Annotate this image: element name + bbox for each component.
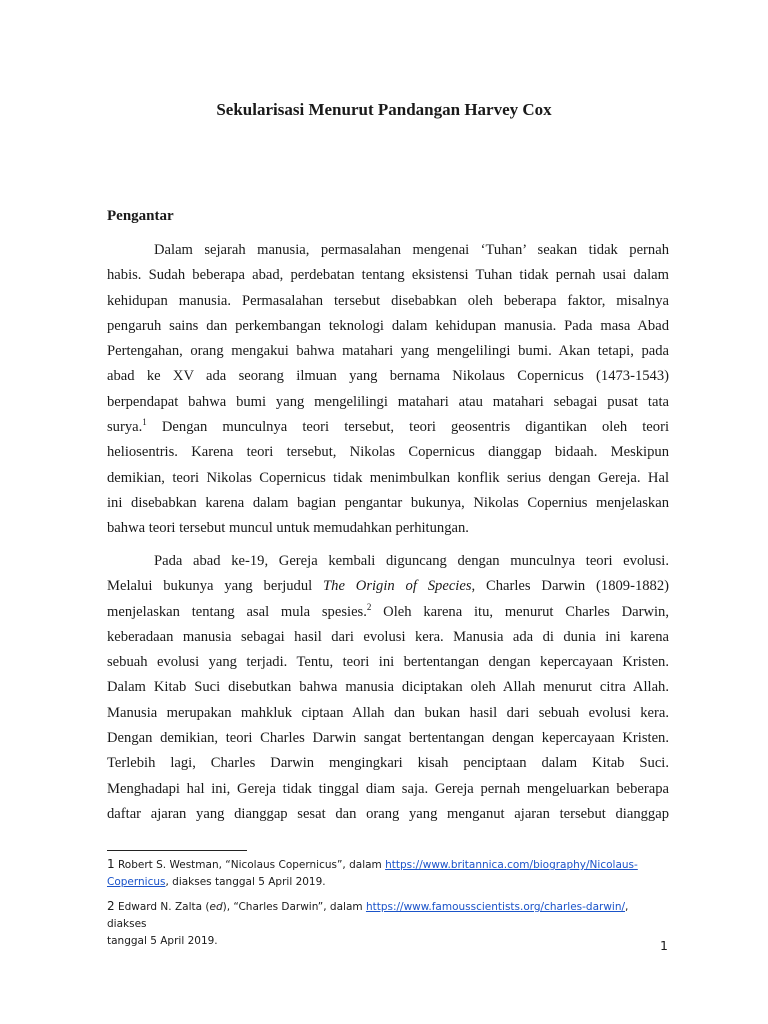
paragraph-line: Dalam Kitab Suci disebutkan bahwa manusia diciptakan oleh Allah menurut citra Allah. — [107, 679, 669, 696]
text-segment: Oleh karena itu, menurut Charles Darwin, — [371, 603, 670, 620]
footnote-text: , diakses tanggal 5 April 2019. — [165, 876, 326, 888]
paragraph-line: kehidupan manusia. Permasalahan tersebut disebabkan oleh beberapa faktor, misalnya — [107, 292, 669, 309]
document-title: Sekularisasi Menurut Pandangan Harvey Cox — [216, 100, 552, 119]
paragraph-line-with-footnote — [107, 415, 669, 440]
paragraph-line: Menghadapi hal ini, Gereja tidak tinggal diam saja. Gereja pernah mengeluarkan beberapa — [107, 780, 669, 797]
footnote-number: 2 — [107, 899, 115, 913]
footnote-link-britannica-cont[interactable]: Copernicus — [107, 876, 166, 888]
footnote-link-famousscientists[interactable]: https://www.famousscientists.org/charles-darwin/ — [365, 901, 626, 913]
footnote-text: ), “Charles Darwin”, dalam — [222, 901, 366, 913]
paragraph-line: Dengan demikian, teori Charles Darwin sangat bertentangan dengan kepercayaan Kristen. — [107, 730, 669, 747]
footnote-text: Edward N. Zalta ( — [114, 901, 210, 913]
book-title: The Origin of Species — [323, 578, 472, 595]
text-segment: menjelaskan tentang asal mula spesies. — [107, 603, 367, 620]
paragraph-line: Manusia merupakan mahkluk ciptaan Allah dan bukan hasil dari sebuah evolusi kera. — [107, 704, 669, 721]
editor-abbrev: ed — [209, 901, 223, 913]
footnote-number: 1 — [107, 857, 115, 871]
paragraph-line-with-book-title — [107, 574, 669, 599]
paragraph-line: habis. Sudah beberapa abad, perdebatan tentang eksistensi Tuhan tidak pernah usai dalam — [107, 267, 669, 284]
paragraph-line: sebuah evolusi yang terjadi. Tentu, teori ini bertentangan dengan kepercayaan Kristen. — [107, 654, 669, 671]
paragraph-line: daftar ajaran yang dianggap sesat dan orang yang menganut ajaran tersebut dianggap — [107, 805, 669, 822]
page-number: 1 — [660, 938, 668, 953]
paragraph-2 — [107, 549, 669, 827]
paragraph-line: heliosentris. Karena teori tersebut, Nikolas Copernicus dianggap bidaah. Meskipun — [107, 444, 669, 461]
paragraph-line: Terlebih lagi, Charles Darwin mengingkari kisah penciptaan dalam Kitab Suci. — [107, 755, 669, 772]
footnote-1 — [107, 856, 669, 891]
footnote-ref-2[interactable]: 2 — [366, 601, 372, 612]
text-segment: , Charles Darwin (1809-1882) — [471, 578, 670, 595]
paragraph-line: Dalam sejarah manusia, permasalahan mengenai ‘Tuhan’ seakan tidak pernah — [154, 242, 669, 258]
footnote-ref-1[interactable]: 1 — [142, 417, 147, 428]
paragraph-line: pengaruh sains dan perkembangan teknologi dalam kehidupan manusia. Pada masa Abad — [107, 317, 669, 334]
footnote-separator — [107, 850, 247, 851]
footnote-text: tanggal 5 April 2019. — [107, 935, 218, 947]
paragraph-line: Pertengahan, orang mengakui bahwa matahari yang mengelilingi bumi. Akan tetapi, pada — [107, 343, 669, 360]
text-segment: Dengan munculnya teori tersebut, teori geosentris digantikan oleh teori — [146, 419, 669, 436]
section-heading: Pengantar — [107, 208, 174, 224]
footnote-2 — [107, 898, 669, 950]
footnote-text: Robert S. Westman, “Nicolaus Copernicus”, dalam — [114, 859, 386, 871]
footnote-text: , diakses — [107, 901, 629, 930]
paragraph-line-with-footnote — [107, 600, 669, 625]
paragraph-line: abad ke XV ada seorang ilmuan yang bernama Nikolaus Copernicus (1473-1543) — [107, 368, 669, 385]
paragraph-line: demikian, teori Nikolas Copernicus tidak menimbulkan konflik serius dengan Gereja. Hal — [107, 469, 669, 486]
paragraph-1 — [107, 238, 669, 542]
paragraph-line: Pada abad ke-19, Gereja kembali diguncang dengan munculnya teori evolusi. — [154, 553, 669, 569]
text-segment: surya. — [107, 419, 143, 436]
paragraph-line: bahwa teori tersebut muncul untuk memudahkan perhitungan. — [107, 520, 469, 537]
text-segment: Melalui bukunya yang berjudul — [107, 578, 324, 595]
paragraph-line: keberadaan manusia sebagai hasil dari evolusi kera. Manusia ada di dunia ini karena — [107, 628, 669, 645]
paragraph-line: ini disebabkan karena dalam bagian pengantar bukunya, Nikolas Copernius menjelaskan — [107, 494, 669, 511]
footnote-link-britannica[interactable]: https://www.britannica.com/biography/Nicolaus- — [385, 859, 638, 871]
paragraph-line: berpendapat bahwa bumi yang mengelilingi matahari atau matahari sebagai pusat tata — [107, 393, 669, 410]
